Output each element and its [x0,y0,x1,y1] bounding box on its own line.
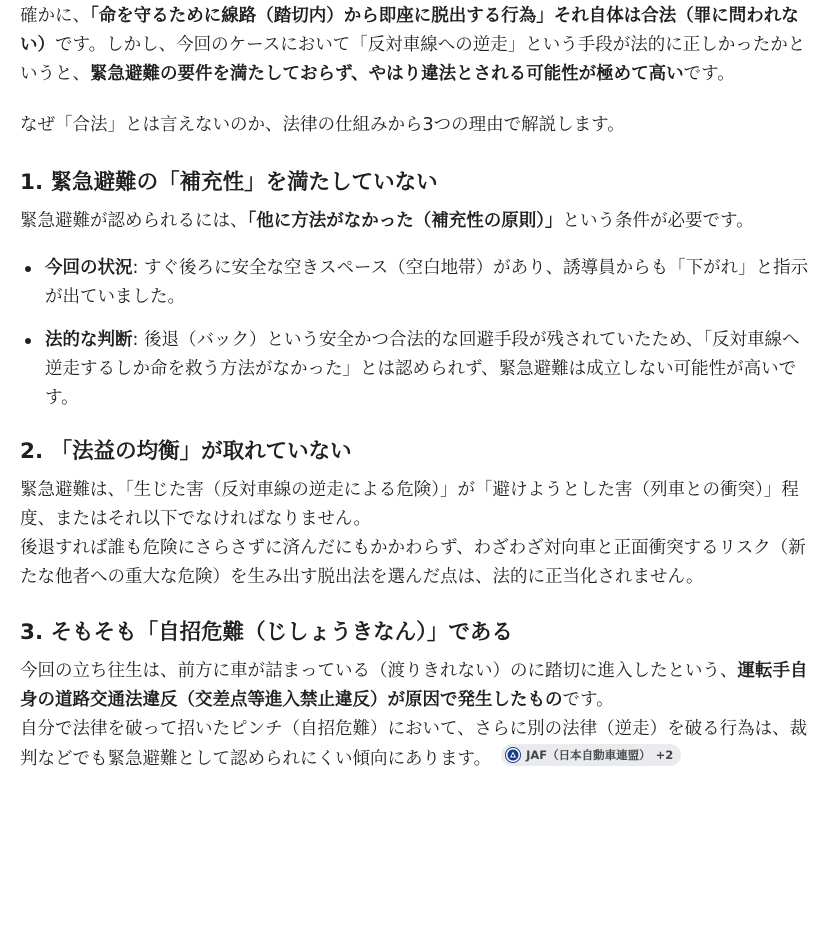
section-1-heading: 1. 緊急避難の「補充性」を満たしていない [20,170,438,195]
section-3-paragraph-1 [20,657,811,715]
intro-text-3: です。 [683,64,735,84]
intro-bold-1: 「命を守るために線路（踏切内）から即座に脱出する行為」それ自体は合法（罪に問われない） [20,6,799,55]
section-2-paragraph-1: 緊急避難は、「生じた害（反対車線の逆走による危険）」が「避けようとした害（列車との衝突）」程度、またはそれ以下でなければなりません。 [20,480,799,529]
section-1-bullet-list [20,254,811,413]
source-citation-chip[interactable] [501,744,681,766]
intro-bold-2: 緊急避難の要件を満たしておらず、やはり違法とされる可能性が極めて高い [90,64,684,84]
intro-paragraph [20,2,811,89]
section-1-text-a: 緊急避難が認められるには、 [20,211,248,231]
section-3-text-b: です。 [562,690,614,710]
section-3-heading: 3. そもそも「自招危難（じしょうきなん）」である [20,620,513,645]
intro-text-2: です。しかし、今回のケースにおいて「反対車線への逆走」という手段が法的に正しかったかというと、 [20,35,806,84]
source-chip-count: +2 [655,747,674,762]
bullet-label: 今回の状況 [45,258,133,278]
bullet-text: : 後退（バック）という安全かつ合法的な回避手段が残されていたため、「反対車線へ逆走するしか命を救う方法がなかった」とは認められず、緊急避難は成立しない可能性が高いです。 [45,330,800,408]
intro-text-1: 確かに、 [20,6,90,26]
bullet-dot [25,266,31,272]
section-2-paragraph-2: 後退すれば誰も危険にさらさずに済んだにもかかわらず、わざわざ対向車と正面衝突するリスク（新たな他者への重大な危険）を生み出す脱出法を選んだ点は、法的に正当化されません。 [20,538,806,587]
section-3-text-c: 自分で法律を破って招いたピンチ（自招危難）において、さらに別の法律（逆走）を破る行為は、裁判などでも緊急避難として認められにくい傾向にあります。 [20,719,808,769]
section-3-paragraph-2 [20,715,811,774]
jaf-logo-icon [505,747,521,763]
section-3-text-a: 今回の立ち往生は、前方に車が詰まっている（渡りきれない）のに踏切に進入したという、 [20,661,738,681]
intro-summary: なぜ「合法」とは言えないのか、法律の仕組みから3つの理由で解説します。 [20,115,625,135]
bullet-dot [25,338,31,344]
section-1-text [20,207,811,236]
section-3-text-bold: 運転手自身の道路交通法違反（交差点等進入禁止違反）が原因で発生したもの [20,661,808,710]
section-1-text-bold: 「他に方法がなかった（補充性の原則）」 [247,211,563,231]
bullet-label: 法的な判断 [45,330,133,350]
list-item [20,254,811,312]
source-chip-label: JAF（日本自動車連盟） [526,747,651,762]
list-item [20,326,811,413]
bullet-text: : すぐ後ろに安全な空きスペース（空白地帯）があり、誘導員からも「下がれ」と指示が出ていました。 [45,258,809,307]
section-1-text-b: という条件が必要です。 [562,211,754,231]
section-2-heading: 2. 「法益の均衡」が取れていない [20,439,352,464]
